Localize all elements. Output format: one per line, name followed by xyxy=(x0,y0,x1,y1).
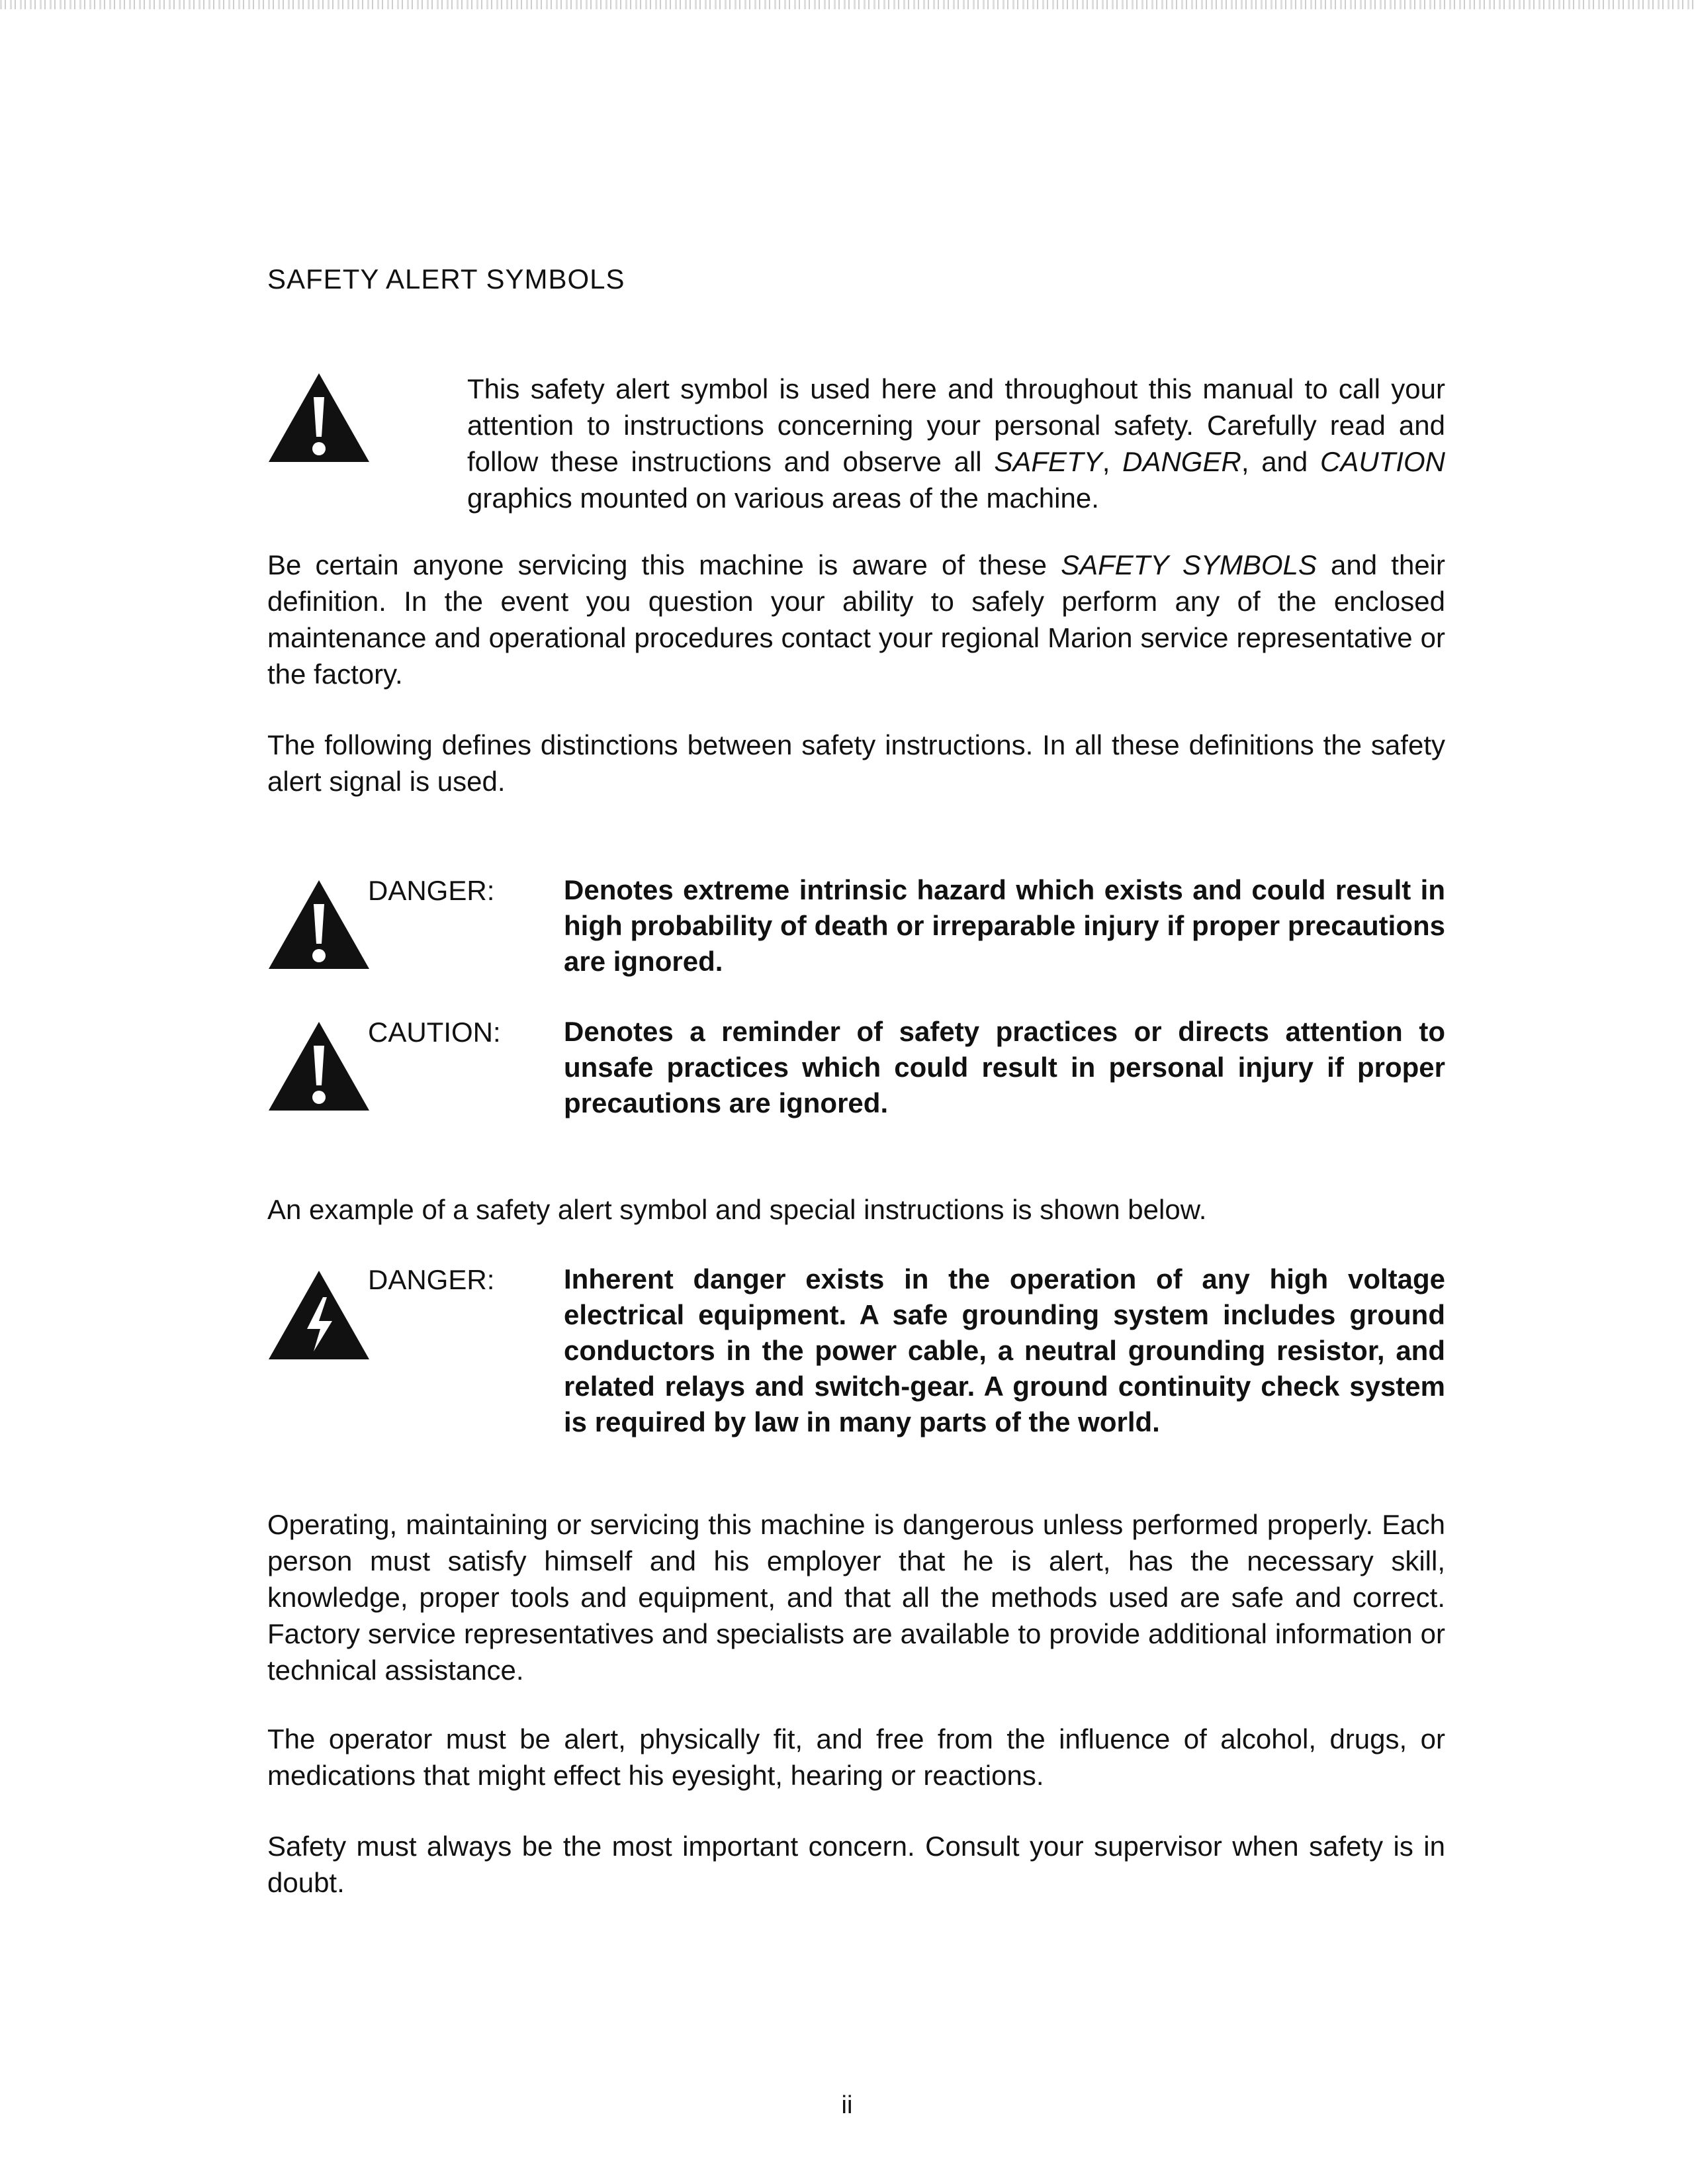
danger-label: DANGER: xyxy=(368,875,495,906)
be-certain-paragraph: Be certain anyone servicing this machine is aware of these SAFETY SYMBOLS and their definition. In the event you question your ability to safely perform any of the enclosed maintenance and operational procedures contact your regional Marion service representative or the factory. xyxy=(267,549,1445,690)
operator-paragraph: The operator must be alert, physically fit, and free from the influence of alcohol, drugs, or medications that might effect his eyesight, hearing or reactions. xyxy=(267,1723,1445,1791)
caution-alert-icon xyxy=(266,1019,372,1113)
example-danger-text: Inherent danger exists in the operation of any high voltage electrical equipment. A safe grounding system includes ground conductors in the power cable, a neutral grounding resistor, and related relays and switch-gear. A ground continuity check system is required by law in many parts of the world. xyxy=(564,1263,1445,1437)
danger-definition: Denotes extreme intrinsic hazard which exists and could result in high probability of death or irreparable injury if proper precautions are ignored. xyxy=(564,874,1445,977)
caution-label: CAUTION: xyxy=(368,1017,501,1048)
caution-definition: Denotes a reminder of safety practices or directs attention to unsafe practices which could result in personal injury if proper precautions are ignored. xyxy=(564,1016,1445,1118)
section-heading: SAFETY ALERT SYMBOLS xyxy=(267,263,625,295)
safety-paragraph: Safety must always be the most important concern. Consult your supervisor when safety is in doubt. xyxy=(267,1831,1445,1898)
example-intro-paragraph: An example of a safety alert symbol and special instructions is shown below. xyxy=(267,1194,1207,1225)
operating-paragraph: Operating, maintaining or servicing this machine is dangerous unless performed properly. Each person must satisfy himself and his employer that he is alert, has the necessary skill, knowledge, proper tools and equipment, and that all the methods used are safe and correct. Factory service representatives and specialists are available to provide additional information or technical assistance. xyxy=(267,1509,1445,1686)
example-danger-label: DANGER: xyxy=(368,1264,495,1295)
electrical-hazard-icon xyxy=(266,1268,372,1362)
intro-paragraph: This safety alert symbol is used here and throughout this manual to call your attention to instructions concerning your personal safety. Carefully read and follow these instructions and observe all SAFETY, DANGER, and CAUTION graphics mounted on various areas of the machine. xyxy=(467,373,1445,514)
page-number: ii xyxy=(841,2091,853,2119)
scan-edge xyxy=(0,0,1694,9)
danger-alert-icon xyxy=(266,878,372,972)
alert-triangle-icon xyxy=(266,371,372,465)
following-paragraph: The following defines distinctions between safety instructions. In all these definitions the safety alert signal is used. xyxy=(267,729,1445,797)
